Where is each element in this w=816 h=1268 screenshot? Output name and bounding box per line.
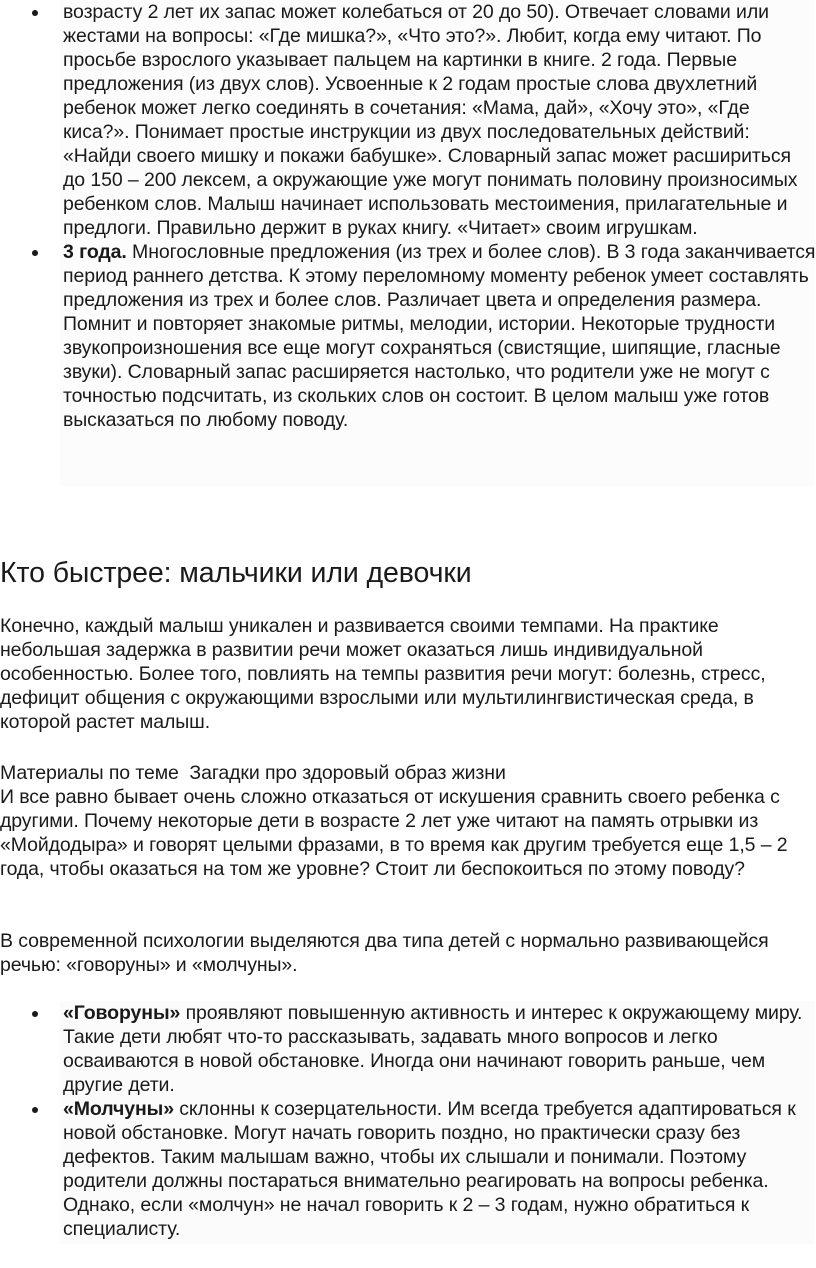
child-types-list: [0, 1001, 816, 1241]
bullet-list: [0, 1001, 816, 1241]
bullet-icon: [32, 250, 38, 256]
list-item-text: проявляют повышенную активность и интерес к окружающему миру. Такие дети любят что-то рассказывать, задавать много вопросов и легко осваиваются в новой обстановке. Иногда они начинают говорить раньше, чем другие дети.: [63, 1002, 803, 1096]
list-item-text: возрасту 2 лет их запас может колебаться от 20 до 50). Отвечает словами или жестами на вопросы: «Где мишка?», «Что это?». Любит, когда ему читают. По просьбе взрослого указывает пальцем на картинки в книге. 2 года. Первые предложения (из двух слов). Усвоенные к 2 годам простые слова двухлетний ребенок может легко соединять в сочетания: «Мама, дай», «Хочу это», «Где киса?». Понимает простые инструкции из двух последовательных действий: «Найди своего мишку и покажи бабушке». Словарный запас может расшириться до 150 – 200 лексем, а окружающие уже могут понимать половину произносимых ребенком слов. Малыш начинает использовать местоимения, прилагательные и предлоги. Правильно держит в руках книгу. «Читает» своим игрушкам.: [63, 1, 798, 239]
list-item-bold: «Говоруны»: [63, 1002, 181, 1024]
paragraph-intro: Конечно, каждый малыш уникален и развивается своими темпами. На практике небольшая задержка в развитии речи может оказаться лишь индивидуальной особенностью. Более того, повлиять на темпы развития речи могут: болезнь, стресс, дефицит общения с окружающими взрослыми или мультилингвистическая среда, в которой растет малыш.: [0, 615, 766, 733]
bullet-icon: [32, 1107, 38, 1113]
section-heading: Кто быстрее: мальчики или девочки: [0, 557, 472, 589]
age-milestones-list-top: [0, 0, 816, 432]
bullet-list: [0, 0, 816, 432]
paragraph-types: В современной психологии выделяются два типа детей с нормально развивающейся речью: «говоруны» и «молчуны».: [0, 930, 769, 976]
list-item: [0, 1097, 816, 1241]
list-item-text: Многословные предложения (из трех и более слов). В 3 года заканчивается период раннего детства. К этому переломному моменту ребенок умеет составлять предложения из трех и более слов. Различает цвета и определения размера. Помнит и повторяет знакомые ритмы, мелодии, истории. Некоторые трудности звукопроизношения все еще могут сохраняться (свистящие, шипящие, гласные звуки). Словарный запас расширяется настолько, что родители уже не могут с точностью подсчитать, из скольких слов он состоит. В целом малыш уже готов высказаться по любому поводу.: [63, 241, 816, 431]
bullet-icon: [32, 10, 38, 16]
list-item-bold: «Молчуны»: [63, 1098, 174, 1120]
bullet-icon: [32, 1011, 38, 1017]
paragraph-comparison: И все равно бывает очень сложно отказаться от искушения сравнить своего ребенка с другими. Почему некоторые дети в возрасте 2 лет уже читают на память отрывки из «Мойдодыра» и говорят целыми фразами, в то время как другим требуется еще 1,5 – 2 года, чтобы оказаться на том же уровне? Стоит ли беспокоиться по этому поводу?: [0, 786, 788, 880]
list-item: [0, 0, 816, 240]
list-item: [0, 1001, 816, 1097]
paragraph-materials: [0, 761, 816, 881]
materials-link[interactable]: Загадки про здоровый образ жизни: [189, 762, 506, 784]
list-item-bold: 3 года.: [63, 241, 127, 263]
list-item-text: склонны к созерцательности. Им всегда требуется адаптироваться к новой обстановке. Могут начать говорить поздно, но практически сразу без дефектов. Таким малышам важно, чтобы их слышали и понимали. Поэтому родители должны постараться внимательно реагировать на вопросы ребенка. Однако, если «молчун» не начал говорить к 2 – 3 годам, нужно обратиться к специалисту.: [63, 1098, 796, 1240]
materials-prefix: Материалы по теме: [0, 762, 190, 784]
list-item: [0, 240, 816, 432]
